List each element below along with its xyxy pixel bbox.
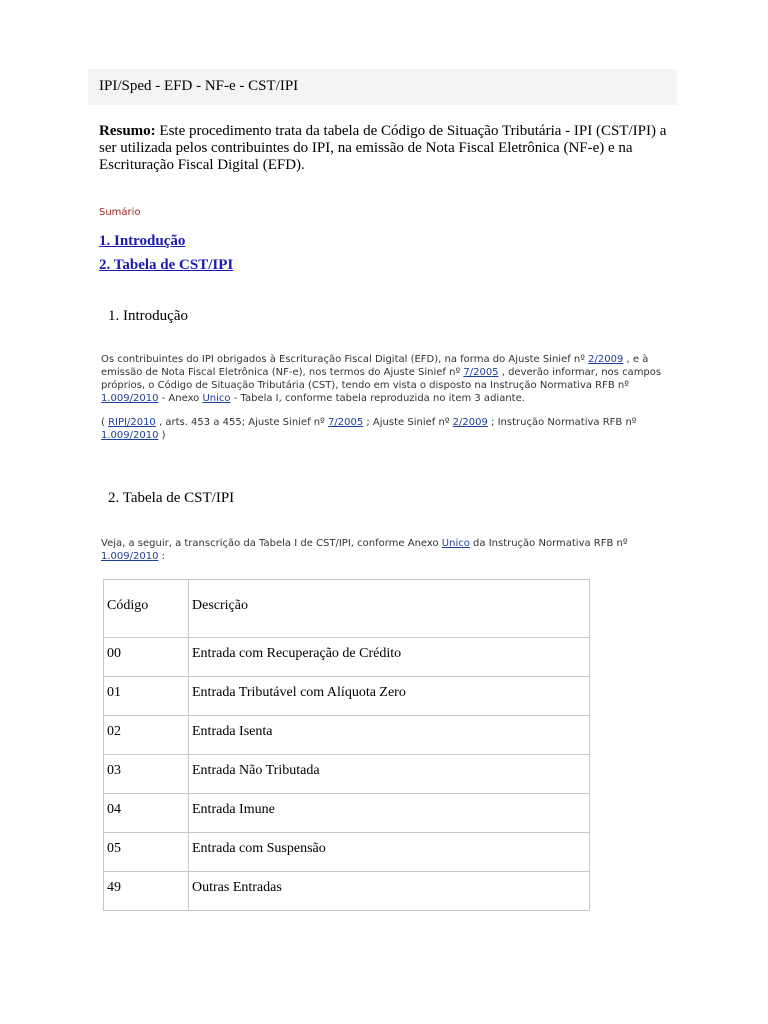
section1-heading: 1. Introdução bbox=[108, 308, 188, 324]
summary-label: Resumo: bbox=[99, 123, 156, 139]
text: : bbox=[158, 551, 166, 562]
cell-code: 04 bbox=[104, 794, 189, 833]
table-row bbox=[104, 638, 590, 677]
text: Veja, a seguir, a transcrição da Tabela I de CST/IPI, conforme Anexo bbox=[101, 538, 442, 549]
link-anexo-unico[interactable]: Unico bbox=[202, 393, 231, 404]
cell-code: 49 bbox=[104, 872, 189, 911]
link-anexo-unico[interactable]: Unico bbox=[441, 538, 470, 549]
link-ajuste-2-2009[interactable]: 2/2009 bbox=[452, 417, 488, 428]
header-descricao: Descrição bbox=[189, 580, 590, 638]
text: , e à emissão de Nota Fiscal Eletrônica (NF-e), nos termos do Ajuste Sinief nº bbox=[101, 354, 649, 378]
text: - Anexo bbox=[158, 393, 203, 404]
cell-code: 03 bbox=[104, 755, 189, 794]
table-row bbox=[104, 716, 590, 755]
cst-ipi-table bbox=[103, 579, 590, 911]
text: , arts. 453 a 455; Ajuste Sinief nº bbox=[155, 417, 329, 428]
table-header-row bbox=[104, 580, 590, 638]
table-row bbox=[104, 872, 590, 911]
text: ; Ajuste Sinief nº bbox=[363, 417, 453, 428]
text: ( bbox=[101, 417, 109, 428]
text: ) bbox=[158, 430, 166, 441]
toc-link-introducao[interactable]: 1. Introdução bbox=[99, 233, 186, 249]
cell-description: Entrada com Recuperação de Crédito bbox=[189, 638, 590, 677]
link-in-1009-2010[interactable]: 1.009/2010 bbox=[101, 430, 159, 441]
section1-paragraph bbox=[101, 353, 671, 405]
cell-code: 00 bbox=[104, 638, 189, 677]
cell-description: Entrada Imune bbox=[189, 794, 590, 833]
toc-link-tabela[interactable]: 2. Tabela de CST/IPI bbox=[99, 257, 234, 273]
table-row bbox=[104, 833, 590, 872]
link-ripi-2010[interactable]: RIPI/2010 bbox=[108, 417, 156, 428]
text: Os contribuintes do IPI obrigados à Escrituração Fiscal Digital (EFD), na forma do Ajuste Sinief nº bbox=[101, 354, 589, 365]
section2-heading: 2. Tabela de CST/IPI bbox=[108, 490, 235, 506]
section1-references bbox=[101, 416, 671, 442]
link-in-1009-2010[interactable]: 1.009/2010 bbox=[101, 393, 159, 404]
link-in-1009-2010[interactable]: 1.009/2010 bbox=[101, 551, 159, 562]
cell-code: 05 bbox=[104, 833, 189, 872]
text: ; Instrução Normativa RFB nº bbox=[487, 417, 637, 428]
table-row bbox=[104, 794, 590, 833]
cell-description: Entrada com Suspensão bbox=[189, 833, 590, 872]
text: , deverão informar, nos campos próprios, o Código de Situação Tributária (CST), tendo em vista o disposto na Instrução Normativa RFB nº bbox=[101, 367, 662, 391]
link-ajuste-7-2005[interactable]: 7/2005 bbox=[463, 367, 499, 378]
cell-description: Entrada Não Tributada bbox=[189, 755, 590, 794]
summary-text: Este procedimento trata da tabela de Código de Situação Tributária - IPI (CST/IPI) a ser utilizada pelos contribuintes do IPI, na emissão de Nota Fiscal Eletrônica (NF-e) e na Escrituração Fiscal Digital (EFD). bbox=[99, 123, 667, 173]
sumario-label: Sumário bbox=[99, 207, 141, 218]
title-bar bbox=[88, 69, 677, 105]
link-ajuste-7-2005[interactable]: 7/2005 bbox=[328, 417, 364, 428]
cell-code: 02 bbox=[104, 716, 189, 755]
table-row bbox=[104, 677, 590, 716]
cell-description: Entrada Isenta bbox=[189, 716, 590, 755]
text: da Instrução Normativa RFB nº bbox=[469, 538, 628, 549]
page-title: IPI/Sped - EFD - NF-e - CST/IPI bbox=[99, 78, 299, 94]
cell-description: Entrada Tributável com Alíquota Zero bbox=[189, 677, 590, 716]
cell-code: 01 bbox=[104, 677, 189, 716]
cell-description: Outras Entradas bbox=[189, 872, 590, 911]
section2-paragraph bbox=[101, 537, 671, 563]
link-ajuste-2-2009[interactable]: 2/2009 bbox=[588, 354, 624, 365]
text: - Tabela I, conforme tabela reproduzida no item 3 adiante. bbox=[230, 393, 525, 404]
header-codigo: Código bbox=[104, 580, 189, 638]
summary-paragraph bbox=[99, 123, 669, 174]
table-row bbox=[104, 755, 590, 794]
